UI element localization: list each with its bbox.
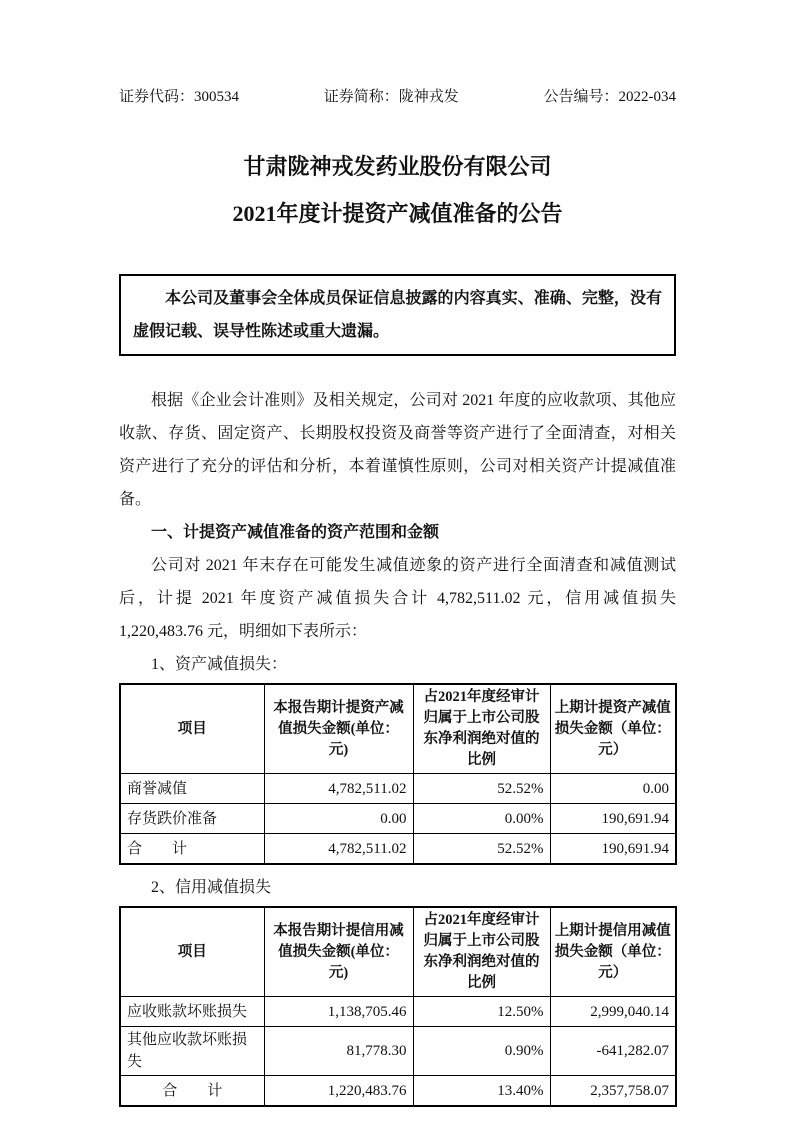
table-cell: 商誉减值: [120, 774, 264, 804]
table-cell: 0.00%: [413, 804, 550, 834]
section1-heading: 一、计提资产减值准备的资产范围和金额: [151, 524, 440, 541]
company-title: 甘肃陇神戎发药业股份有限公司: [243, 154, 552, 179]
credit-impairment-table: [119, 906, 677, 1107]
table-header-cell: 上期计提信用减值损失金额（单位：元）: [550, 907, 676, 997]
table-row: [120, 774, 676, 804]
table-header-cell: 项目: [120, 907, 264, 997]
table-header-cell: 项目: [120, 684, 264, 774]
table-cell: 合 计: [120, 834, 264, 865]
announcement-number: 公告编号：2022-034: [543, 89, 676, 105]
table-header-cell: 上期计提资产减值损失金额（单位：元）: [550, 684, 676, 774]
table-row: [120, 997, 676, 1027]
table-cell: 190,691.94: [550, 804, 676, 834]
table-cell: 0.00: [264, 804, 413, 834]
table-cell: 52.52%: [413, 774, 550, 804]
table-cell: 1,220,483.76: [264, 1076, 413, 1107]
asset-impairment-table: [119, 683, 677, 865]
table1-caption: 1、资产减值损失：: [151, 656, 288, 673]
table-cell: 0.00: [550, 774, 676, 804]
document-content: [119, 0, 676, 1107]
table-cell: 4,782,511.02: [264, 774, 413, 804]
disclaimer-box: [119, 274, 676, 356]
disclaimer-text: 本公司及董事会全体成员保证信息披露的内容真实、准确、完整，没有虚假记载、误导性陈述或重大遗漏。: [133, 290, 662, 340]
table-header-cell: 本报告期计提信用减值损失金额(单位：元): [264, 907, 413, 997]
table-row: [120, 1027, 676, 1076]
table-cell: 12.50%: [413, 997, 550, 1027]
announcement-title: 2021年度计提资产减值准备的公告: [232, 201, 563, 226]
table-cell: 1,138,705.46: [264, 997, 413, 1027]
table-cell: 存货跌价准备: [120, 804, 264, 834]
table-header-cell: 占2021年度经审计归属于上市公司股东净利润绝对值的比例: [413, 684, 550, 774]
table-cell: 2,357,758.07: [550, 1076, 676, 1107]
table-cell: 2,999,040.14: [550, 997, 676, 1027]
stock-short-name: 证券简称：陇神戎发: [323, 89, 459, 105]
table2-caption: 2、信用减值损失: [151, 879, 272, 896]
stock-code: 证券代码：300534: [119, 89, 240, 105]
table-total-row: [120, 834, 676, 865]
table-row: [120, 804, 676, 834]
table-cell: 4,782,511.02: [264, 834, 413, 865]
document-header-row: [119, 86, 676, 108]
table-cell: 13.40%: [413, 1076, 550, 1107]
table-header-row: [120, 907, 676, 997]
table-header-cell: 本报告期计提资产减值损失金额(单位：元): [264, 684, 413, 774]
table-cell: 0.90%: [413, 1027, 550, 1076]
table-cell: 其他应收款坏账损失: [120, 1027, 264, 1076]
table-header-cell: 占2021年度经审计归属于上市公司股东净利润绝对值的比例: [413, 907, 550, 997]
intro-paragraph: 根据《企业会计准则》及相关规定，公司对 2021 年度的应收款项、其他应收款、存货、固定资产、长期股权投资及商誉等资产进行了全面清查，对相关资产进行了充分的评估和分析，本着谨慎性原则，公司对相关资产计提减值准备。: [119, 392, 676, 508]
table-total-row: [120, 1076, 676, 1107]
table-cell: 81,778.30: [264, 1027, 413, 1076]
table-header-row: [120, 684, 676, 774]
table-cell: 应收账款坏账损失: [120, 997, 264, 1027]
table-cell: 190,691.94: [550, 834, 676, 865]
table-cell: 合 计: [120, 1076, 264, 1107]
table-cell: 52.52%: [413, 834, 550, 865]
section1-paragraph: 公司对 2021 年末存在可能发生减值迹象的资产进行全面清查和减值测试后，计提 2021 年度资产减值损失合计 4,782,511.02 元，信用减值损失 1,220,483.76 元，明细如下表所示：: [119, 557, 676, 640]
table-cell: -641,282.07: [550, 1027, 676, 1076]
